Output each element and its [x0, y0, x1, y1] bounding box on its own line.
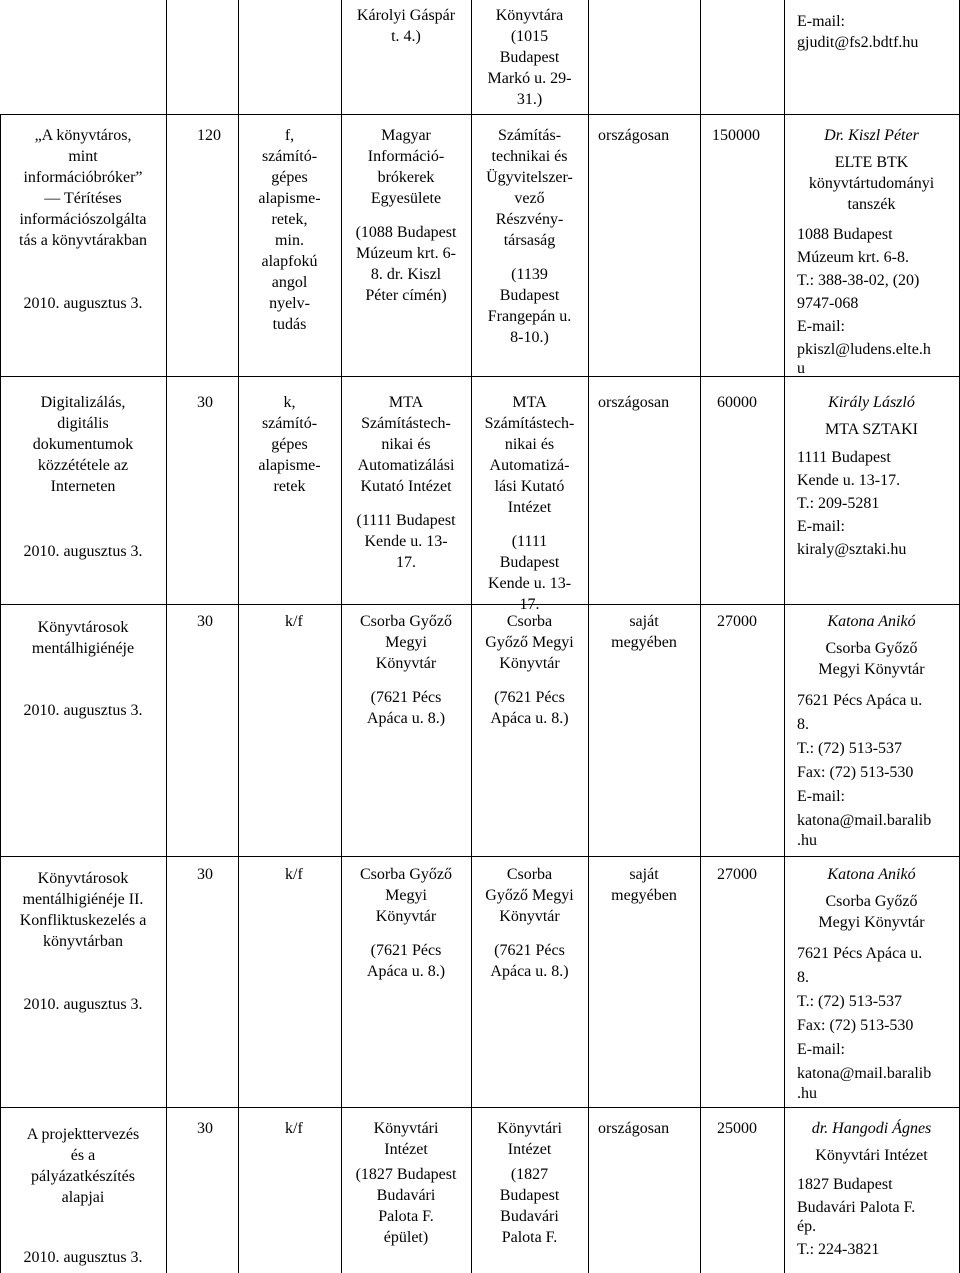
text-line: Budapest: [499, 1187, 560, 1204]
column-divider: [0, 114, 1, 1273]
course-hours: 30: [197, 613, 213, 630]
text-line: Egyesülete: [370, 190, 442, 207]
row-divider: [0, 856, 960, 857]
text-line: katona@mail.baralib: [797, 812, 932, 829]
organizer: [341, 125, 471, 306]
text-line: 8.: [797, 969, 809, 986]
text-line: ELTE BTK: [834, 154, 909, 171]
contact-name: Dr. Kiszl Péter: [824, 127, 919, 144]
text-line: T.: (72) 513-537: [797, 740, 903, 757]
text-line: k,: [283, 394, 296, 411]
text-line: vező: [514, 190, 545, 207]
text-line: Kende u. 13-: [487, 575, 572, 592]
venue: [471, 125, 588, 348]
text-line: A projekttervezés: [26, 1126, 140, 1143]
text-line: Csorba Győző: [360, 613, 452, 630]
course-form: k/f: [285, 613, 303, 630]
text-line: Könyvtár: [375, 908, 437, 925]
text-line: Konfliktuskezelés a: [19, 912, 147, 929]
text-line: dokumentumok: [32, 436, 134, 453]
text-line: (1139: [511, 266, 548, 283]
text-line: Csorba Győző: [825, 640, 918, 657]
text-line: E-mail:: [797, 788, 845, 805]
text-line: .hu: [797, 832, 817, 849]
text-line: mint: [68, 148, 98, 165]
contact-details: [797, 446, 957, 561]
organizer: [341, 392, 471, 573]
text-line: T.: 388-38-02, (20): [797, 272, 920, 289]
contact: [784, 392, 959, 440]
text-line: Információ-: [367, 148, 445, 165]
course-date: 2010. augusztus 3.: [23, 295, 143, 312]
text-line: Könyvtárosok: [37, 619, 129, 636]
text-line: Számítástech-: [361, 415, 451, 432]
contact-details: [797, 1173, 957, 1261]
text-line: (1111: [511, 533, 548, 550]
text-line: nikai és: [504, 436, 555, 453]
text-line: Károlyi Gáspár: [356, 7, 456, 24]
course-form: [238, 125, 341, 335]
text-line: alapisme-: [258, 190, 321, 207]
text-line: Megyi Könyvtár: [818, 661, 925, 678]
course-hours: 30: [197, 866, 213, 883]
text-line: mentálhigiénéje II.: [22, 891, 144, 908]
text-line: számító-: [261, 148, 318, 165]
text-line: Könyvtári Intézet: [815, 1147, 928, 1164]
text-line: katona@mail.baralib: [797, 1065, 932, 1082]
text-line: tás a könyvtárakban: [19, 232, 147, 249]
text-line: (1827: [510, 1166, 549, 1183]
text-line: (7621 Pécs: [494, 689, 565, 706]
text-line: Könyvtári: [373, 1120, 439, 1137]
contact-details: [797, 942, 957, 1106]
text-line: nyelv-: [269, 295, 310, 312]
text-line: Kutató Intézet: [360, 478, 452, 495]
text-line: Fax: (72) 513-530: [797, 1017, 914, 1034]
text-line: Apáca u. 8.): [366, 710, 446, 727]
top-venue-continuation: [471, 5, 588, 110]
text-line: technikai és: [491, 148, 568, 165]
text-line: Digitalizálás,: [40, 394, 126, 411]
fee: 25000: [717, 1120, 757, 1137]
text-line: Könyvtári: [497, 1120, 562, 1137]
text-line: Múzeum krt. 6-8.: [797, 249, 909, 266]
text-line: 9747-068: [797, 295, 859, 312]
text-line: digitális: [57, 415, 109, 432]
text-line: E-mail:: [797, 13, 845, 30]
text-line: tudás: [272, 316, 307, 333]
text-line: információbróker”: [23, 169, 143, 186]
text-line: megyében: [611, 634, 677, 651]
text-line: Győző Megyi: [485, 887, 574, 904]
scope: [588, 611, 700, 653]
text-line: Könyvtár: [375, 655, 437, 672]
text-line: megyében: [611, 887, 677, 904]
fee: 150000: [712, 127, 760, 144]
text-line: Interneten: [50, 478, 116, 495]
text-line: .hu: [797, 1085, 817, 1102]
venue: [471, 611, 588, 729]
text-line: Péter címén): [365, 287, 447, 304]
text-line: Kende u. 13-17.: [797, 472, 901, 489]
text-line: pályázatkészítés: [31, 1168, 135, 1185]
text-line: 8. dr. Kiszl: [370, 266, 442, 283]
contact: [784, 1118, 959, 1166]
text-line: Magyar: [381, 127, 431, 144]
text-line: 7621 Pécs Apáca u.: [797, 692, 923, 709]
text-line: lási Kutató: [494, 478, 565, 495]
course-form: k/f: [285, 866, 303, 883]
scope: országosan: [598, 127, 670, 144]
scope: országosan: [598, 1120, 670, 1137]
text-line: ép.: [797, 1218, 817, 1235]
text-line: saját: [629, 613, 659, 630]
text-line: Apáca u. 8.): [490, 710, 569, 727]
text-line: Automatizálási: [357, 457, 455, 474]
course-date: 2010. augusztus 3.: [23, 702, 143, 719]
text-line: Csorba Győző: [360, 866, 452, 883]
text-line: (1111 Budapest: [356, 512, 456, 529]
text-line: Budavári: [376, 1187, 436, 1204]
contact-name: Katona Anikó: [827, 613, 916, 630]
top-organizer-continuation: [341, 5, 471, 47]
column-divider: [166, 0, 167, 1273]
text-line: Csorba Győző: [825, 893, 918, 910]
text-line: E-mail:: [797, 1041, 845, 1058]
text-line: Intézet: [384, 1141, 428, 1158]
text-line: (1015: [510, 28, 549, 45]
text-line: f,: [284, 127, 295, 144]
text-line: társaság: [503, 232, 556, 249]
contact-name: Katona Anikó: [827, 866, 916, 883]
venue: [471, 392, 588, 615]
text-line: t. 4.): [391, 28, 421, 45]
text-line: Apáca u. 8.): [490, 963, 569, 980]
text-line: Könyvtár: [499, 655, 560, 672]
contact: [784, 864, 959, 933]
course-title: [0, 868, 166, 952]
scope: országosan: [598, 394, 670, 411]
organizer: [341, 611, 471, 729]
text-line: E-mail:: [797, 318, 845, 335]
text-line: 8.: [797, 716, 809, 733]
course-title: [0, 617, 166, 659]
text-line: Csorba: [506, 866, 553, 883]
venue: [471, 1118, 588, 1248]
organizer: [341, 864, 471, 982]
contact-name: dr. Hangodi Ágnes: [811, 1120, 932, 1137]
text-line: Megyi Könyvtár: [818, 914, 925, 931]
course-form: k/f: [285, 1120, 303, 1137]
text-line: mentálhigiénéje: [31, 640, 135, 657]
text-line: Könyvtárosok: [37, 870, 129, 887]
fee: 60000: [717, 394, 757, 411]
text-line: MTA SZTAKI: [825, 421, 918, 438]
text-line: Megyi: [385, 887, 427, 904]
text-line: (7621 Pécs: [494, 942, 565, 959]
text-line: Apáca u. 8.): [366, 963, 446, 980]
text-line: Automatizá-: [489, 457, 570, 474]
top-contact-continuation: [797, 11, 957, 53]
contact-details: [797, 689, 957, 853]
text-line: 1111 Budapest: [797, 449, 891, 466]
text-line: Markó u. 29-: [487, 70, 572, 87]
fee: 27000: [717, 866, 757, 883]
contact: [784, 611, 959, 680]
text-line: Budapest: [499, 287, 560, 304]
text-line: 7621 Pécs Apáca u.: [797, 945, 923, 962]
course-date: 2010. augusztus 3.: [23, 543, 143, 560]
scope: [588, 864, 700, 906]
text-line: kiraly@sztaki.hu: [797, 541, 907, 558]
text-line: Számítás-: [497, 127, 562, 144]
text-line: Győző Megyi: [485, 634, 574, 651]
organizer: [341, 1118, 471, 1248]
text-line: Könyvtár: [499, 908, 560, 925]
course-title: [0, 392, 166, 497]
text-line: alapjai: [61, 1189, 105, 1206]
text-line: Intézet: [507, 1141, 552, 1158]
text-line: számító-: [261, 415, 318, 432]
course-hours: 30: [197, 1120, 213, 1137]
text-line: T.: 209-5281: [797, 495, 880, 512]
text-line: Kende u. 13-: [364, 533, 448, 550]
text-line: pkiszl@ludens.elte.h: [797, 341, 931, 358]
text-line: Múzeum krt. 6-: [356, 245, 456, 262]
text-line: min.: [275, 232, 304, 249]
text-line: Palota F.: [501, 1229, 558, 1246]
column-divider: [700, 0, 701, 1273]
course-title: [0, 125, 166, 251]
text-line: 17.: [396, 554, 416, 571]
course-form: [238, 392, 341, 497]
text-line: T.: 224-3821: [797, 1241, 880, 1258]
course-hours: 30: [197, 394, 213, 411]
text-line: könyvtártudományi: [808, 175, 935, 192]
text-line: 1088 Budapest: [797, 226, 893, 243]
text-line: Intézet: [507, 499, 552, 516]
text-line: épület): [383, 1229, 429, 1246]
text-line: Palota F.: [378, 1208, 434, 1225]
text-line: nikai és: [381, 436, 431, 453]
text-line: gépes: [271, 436, 308, 453]
text-line: MTA: [512, 394, 547, 411]
text-line: (1827 Budapest: [355, 1166, 457, 1183]
text-line: Könyvtára: [495, 7, 564, 24]
text-line: gjudit@fs2.bdtf.hu: [797, 34, 919, 51]
text-line: Budapest: [499, 554, 560, 571]
text-line: Fax: (72) 513-530: [797, 764, 914, 781]
course-title: [0, 1124, 166, 1208]
text-line: (7621 Pécs: [370, 689, 442, 706]
course-hours: 120: [197, 127, 221, 144]
text-line: (1088 Budapest: [355, 224, 457, 241]
course-date: 2010. augusztus 3.: [23, 996, 143, 1013]
text-line: Részvény-: [495, 211, 564, 228]
text-line: alapisme-: [258, 457, 321, 474]
text-line: saját: [629, 866, 659, 883]
text-line: információszolgálta: [19, 211, 147, 228]
text-line: Budavári: [500, 1208, 559, 1225]
text-line: 31.): [516, 91, 543, 108]
text-line: — Térítéses: [44, 190, 122, 207]
text-line: Budavári Palota F.: [797, 1199, 916, 1216]
text-line: 17.: [519, 596, 540, 613]
text-line: T.: (72) 513-537: [797, 993, 903, 1010]
venue: [471, 864, 588, 982]
contact: [784, 125, 959, 215]
text-line: retek,: [271, 211, 308, 228]
text-line: retek: [273, 478, 306, 495]
text-line: 1827 Budapest: [797, 1176, 893, 1193]
row-divider: [0, 114, 960, 115]
text-line: gépes: [271, 169, 308, 186]
text-line: Számítástech-: [484, 415, 575, 432]
text-line: u: [797, 360, 805, 377]
row-divider: [0, 1107, 960, 1108]
text-line: brókerek: [377, 169, 435, 186]
contact-name: Király László: [828, 394, 915, 411]
text-line: Frangepán u.: [487, 308, 572, 325]
text-line: Csorba: [506, 613, 553, 630]
contact-details: [797, 223, 957, 380]
text-line: E-mail:: [797, 518, 845, 535]
text-line: Ügyvitelszer-: [486, 169, 573, 186]
text-line: Budapest: [499, 49, 560, 66]
text-line: és a: [70, 1147, 96, 1164]
text-line: „A könyvtáros,: [34, 127, 132, 144]
fee: 27000: [717, 613, 757, 630]
text-line: 8-10.): [510, 329, 549, 346]
course-date: 2010. augusztus 3.: [23, 1249, 143, 1266]
text-line: alapfokú: [261, 253, 318, 270]
text-line: (7621 Pécs: [370, 942, 442, 959]
text-line: MTA: [388, 394, 424, 411]
text-line: Megyi: [385, 634, 427, 651]
text-line: könyvtárban: [43, 933, 123, 950]
text-line: tanszék: [847, 196, 896, 213]
text-line: angol: [271, 274, 308, 291]
text-line: közzététele az: [37, 457, 129, 474]
